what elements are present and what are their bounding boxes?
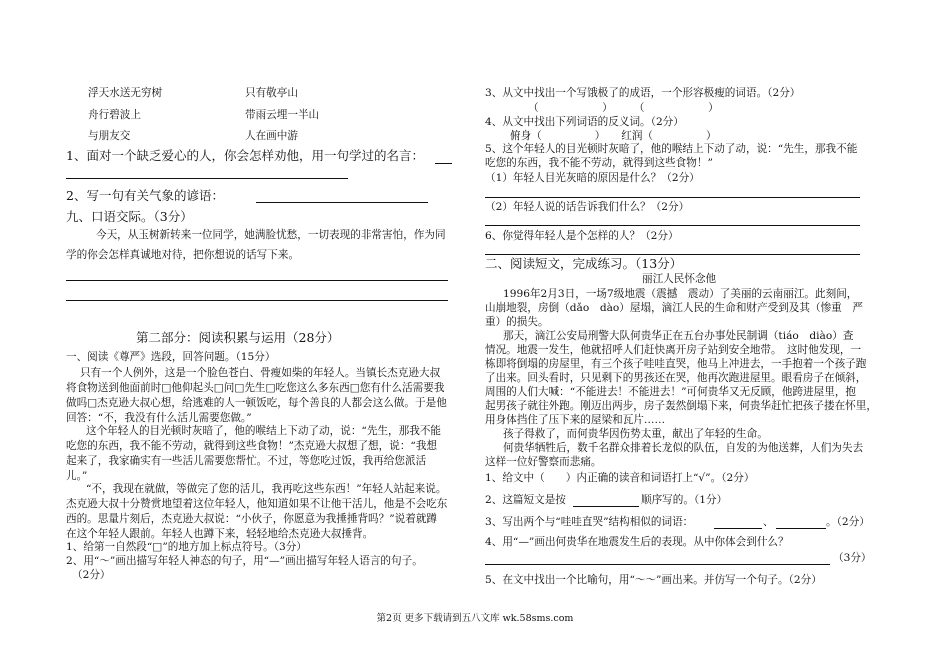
question-6: 6、你觉得年轻人是个怎样的人？（2分）	[485, 230, 679, 242]
poem-line-1a: 浮天水送无穷树	[88, 87, 163, 99]
question-4-items[interactable]: 俯身（ ） 红润（ ）	[510, 130, 717, 142]
answer-line[interactable]	[485, 564, 830, 565]
article-question-5: 5、在文中找出一个比喻句，用“～～”画出来。并仿写一个句子。（2分）	[485, 574, 822, 586]
reading1-line: 将食物送到他面前时□他仰起头□问□先生□吃您这么多东西□您有什么活需要我	[66, 382, 445, 394]
reading1-line: 吃您的东西，我不能不劳动，就得到这些食物！”杰克逊大叔想了想，说：“我想	[66, 440, 438, 452]
article-line: 用身体挡住了压下来的屋梁和瓦片……	[485, 414, 666, 426]
article-line: 这样一位好警察而悲痛。	[485, 456, 602, 468]
reading1-line: 回答：“不，我没有什么活儿需要您做。”	[66, 412, 252, 424]
reading1-title: 一、阅读《尊严》选段，回答问题。（15分）	[66, 351, 276, 363]
reading1-line: 儿。”	[66, 470, 88, 482]
article-question-2-start: 2、这篇短文是按	[485, 494, 566, 506]
reading1-line: 在这个年轻人跟前。年轻人也蹲下来，轻轻地给杰克逊大叔捶背。	[66, 528, 374, 540]
question-famous-quote: 1、面对一个缺乏爱心的人，你会怎样劝他，用一句学过的名言：	[66, 148, 424, 163]
article-line: 栋即将倒塌的房屋里，有三个孩子哇哇直哭，他马上冲进去，一手抱着一个孩子跑	[485, 358, 867, 370]
article-line: 那天，滴江公安局刑警大队何贵华正在五台办事处民制调（tiáo diào）查	[503, 330, 854, 342]
answer-line[interactable]	[776, 528, 826, 529]
answer-line[interactable]	[256, 202, 428, 203]
article-line: 何贵华牺牲后，数千名群众排着长龙似的队伍，自发的为他送葬，人们为失去	[503, 442, 864, 454]
part2-title: 第二部分：阅读积累与运用（28分）	[136, 330, 340, 345]
reading1-line: “不，我现在就做，等做完了您的活儿，我再吃这些东西！”年轻人站起来说。	[86, 483, 447, 495]
answer-line[interactable]	[435, 163, 452, 164]
article-line: 1996年2月3日，一场7级地震（震撼 震动）了美丽的云南丽江。此刻间，	[503, 288, 858, 300]
question-weather-proverb: 2、写一句有关气象的谚语：	[66, 188, 224, 203]
reading1-line: 只有一个人例外，这是一个脸色苍白、骨瘦如柴的年轻人。当镇长杰克逊大叔	[80, 367, 441, 379]
question-3-blanks[interactable]: （ ） （ ）	[528, 102, 719, 114]
article-title: 丽江人民怀念他	[642, 273, 717, 285]
article-line: 情况。地震一发生，他就招呼人们赶快离开房子站到安全地带。 这时他发现，一	[485, 344, 862, 356]
question-5-sub-2: （2）年轻人说的话告诉我们什么？（2分）	[485, 201, 690, 213]
reading1-question-2: 2、用“～”画出描写年轻人神态的句子，用“—”画出描写年轻人语言的句子。	[66, 555, 423, 567]
poem-line-2b: 带雨云埋一半山	[245, 109, 320, 121]
article-question-4-score: （3分）	[833, 552, 872, 564]
oral-prompt-line-2: 学的你会怎样真诚地对待，把你想说的话写下来。	[66, 249, 300, 261]
answer-line[interactable]	[66, 178, 348, 179]
reading1-question-2-score: （2分）	[72, 569, 111, 581]
question-5-line-2: 吃您的东西，我不能不劳动，就得到这些食物！”	[485, 157, 713, 169]
article-line: 周围的人们大喊：“不能进去！不能进去！”可何贵华又无反顾，他跨进屋里，抱	[485, 386, 857, 398]
article-line: 了出来。回头看时，只见剩下的男孩还在哭，他再次跑进屋里。眼看房子在倾斜，	[485, 372, 867, 384]
answer-line[interactable]	[714, 528, 762, 529]
reading1-line: 杰克逊大叔十分赞赏地望着这位年轻人，他知道如果不让他干活儿，他是不会吃东	[66, 498, 448, 510]
section-2-title: 二、阅读短文，完成练习。（13分）	[485, 256, 683, 271]
question-4: 4、从文中找出下列词语的反义词。（2分）	[485, 116, 684, 128]
poem-line-1b: 只有敬亭山	[245, 87, 298, 99]
article-question-3-end: 。（2分）	[826, 516, 870, 528]
poem-line-2a: 舟行碧波上	[88, 109, 141, 121]
article-line: 起男孩子就往外跑。刚迈出两步，房子轰然倒塌下来，何贵华赶忙把孩子搂在怀里，	[485, 400, 877, 412]
article-line: 山崩地裂，房倒（dǎo dào）屋塌，滴江人民的生命和财产受到及其（惨重 严	[485, 302, 863, 314]
reading1-line: 这个年轻人的目光顿时灰暗了，他的喉结上下动了动，说：“先生，那我不能	[86, 425, 442, 437]
page-footer: 第2页 更多下载请到五八文库 wk.58sms.com	[376, 613, 574, 624]
section-oral-communication-title: 九、口语交际。（3分）	[66, 209, 193, 224]
answer-line[interactable]	[485, 225, 860, 226]
article-question-2-end: 顺序写的。（1分）	[641, 494, 728, 506]
article-question-4: 4、用“—”画出何贵华在地震发生后的表现。从中你体会到什么？	[485, 536, 789, 548]
answer-line[interactable]	[485, 254, 860, 255]
answer-line[interactable]	[485, 197, 860, 198]
poem-line-3a: 与朋友交	[88, 130, 131, 142]
reading1-line: 西的。思量片刻后，杰克逊大叔说：“小伙子，你愿意为我捶捶背吗？”说着就蹲	[66, 513, 438, 525]
answer-line[interactable]	[573, 506, 639, 507]
article-line: 重）的损失。	[485, 316, 549, 328]
article-line: 孩子得救了，而何贵华因伤势太重，献出了年轻的生命。	[503, 428, 768, 440]
reading1-line: 做吗□杰克逊大叔心想，给逃难的人一顿饭吃，每个善良的人都会这么做。于是他	[66, 397, 447, 409]
reading1-line: 起来了，我家确实有一些活儿需要您帮忙。不过，等您吃过饭，我再给您派活	[66, 455, 427, 467]
question-5-line-1: 5、这个年轻人的目光顿时灰暗了，他的喉结上下动了动，说：“先生，那我不能	[485, 143, 858, 155]
poem-line-3b: 人在画中游	[245, 130, 298, 142]
question-3: 3、从文中找出一个写饿极了的成语，一个形容极瘦的词语。（2分）	[485, 87, 801, 99]
answer-line[interactable]	[66, 280, 448, 281]
article-question-1: 1、给文中（ ）内正确的读音和词语打上“√”。（2分）	[485, 472, 755, 484]
answer-line[interactable]	[66, 300, 448, 301]
article-question-3-start: 3、写出两个与“哇哇直哭”结构相似的词语：	[485, 516, 694, 528]
reading1-question-1: 1、给第一自然段“□”的地方加上标点符号。（3分）	[66, 541, 307, 553]
oral-prompt-line-1: 今天，从玉树新转来一位同学，她满脸忧愁，一切表现的非常害怕，作为同	[96, 229, 446, 241]
article-question-3-sep: 、	[763, 516, 774, 528]
question-5-sub-1: （1）年轻人目光灰暗的原因是什么？（2分）	[485, 172, 700, 184]
